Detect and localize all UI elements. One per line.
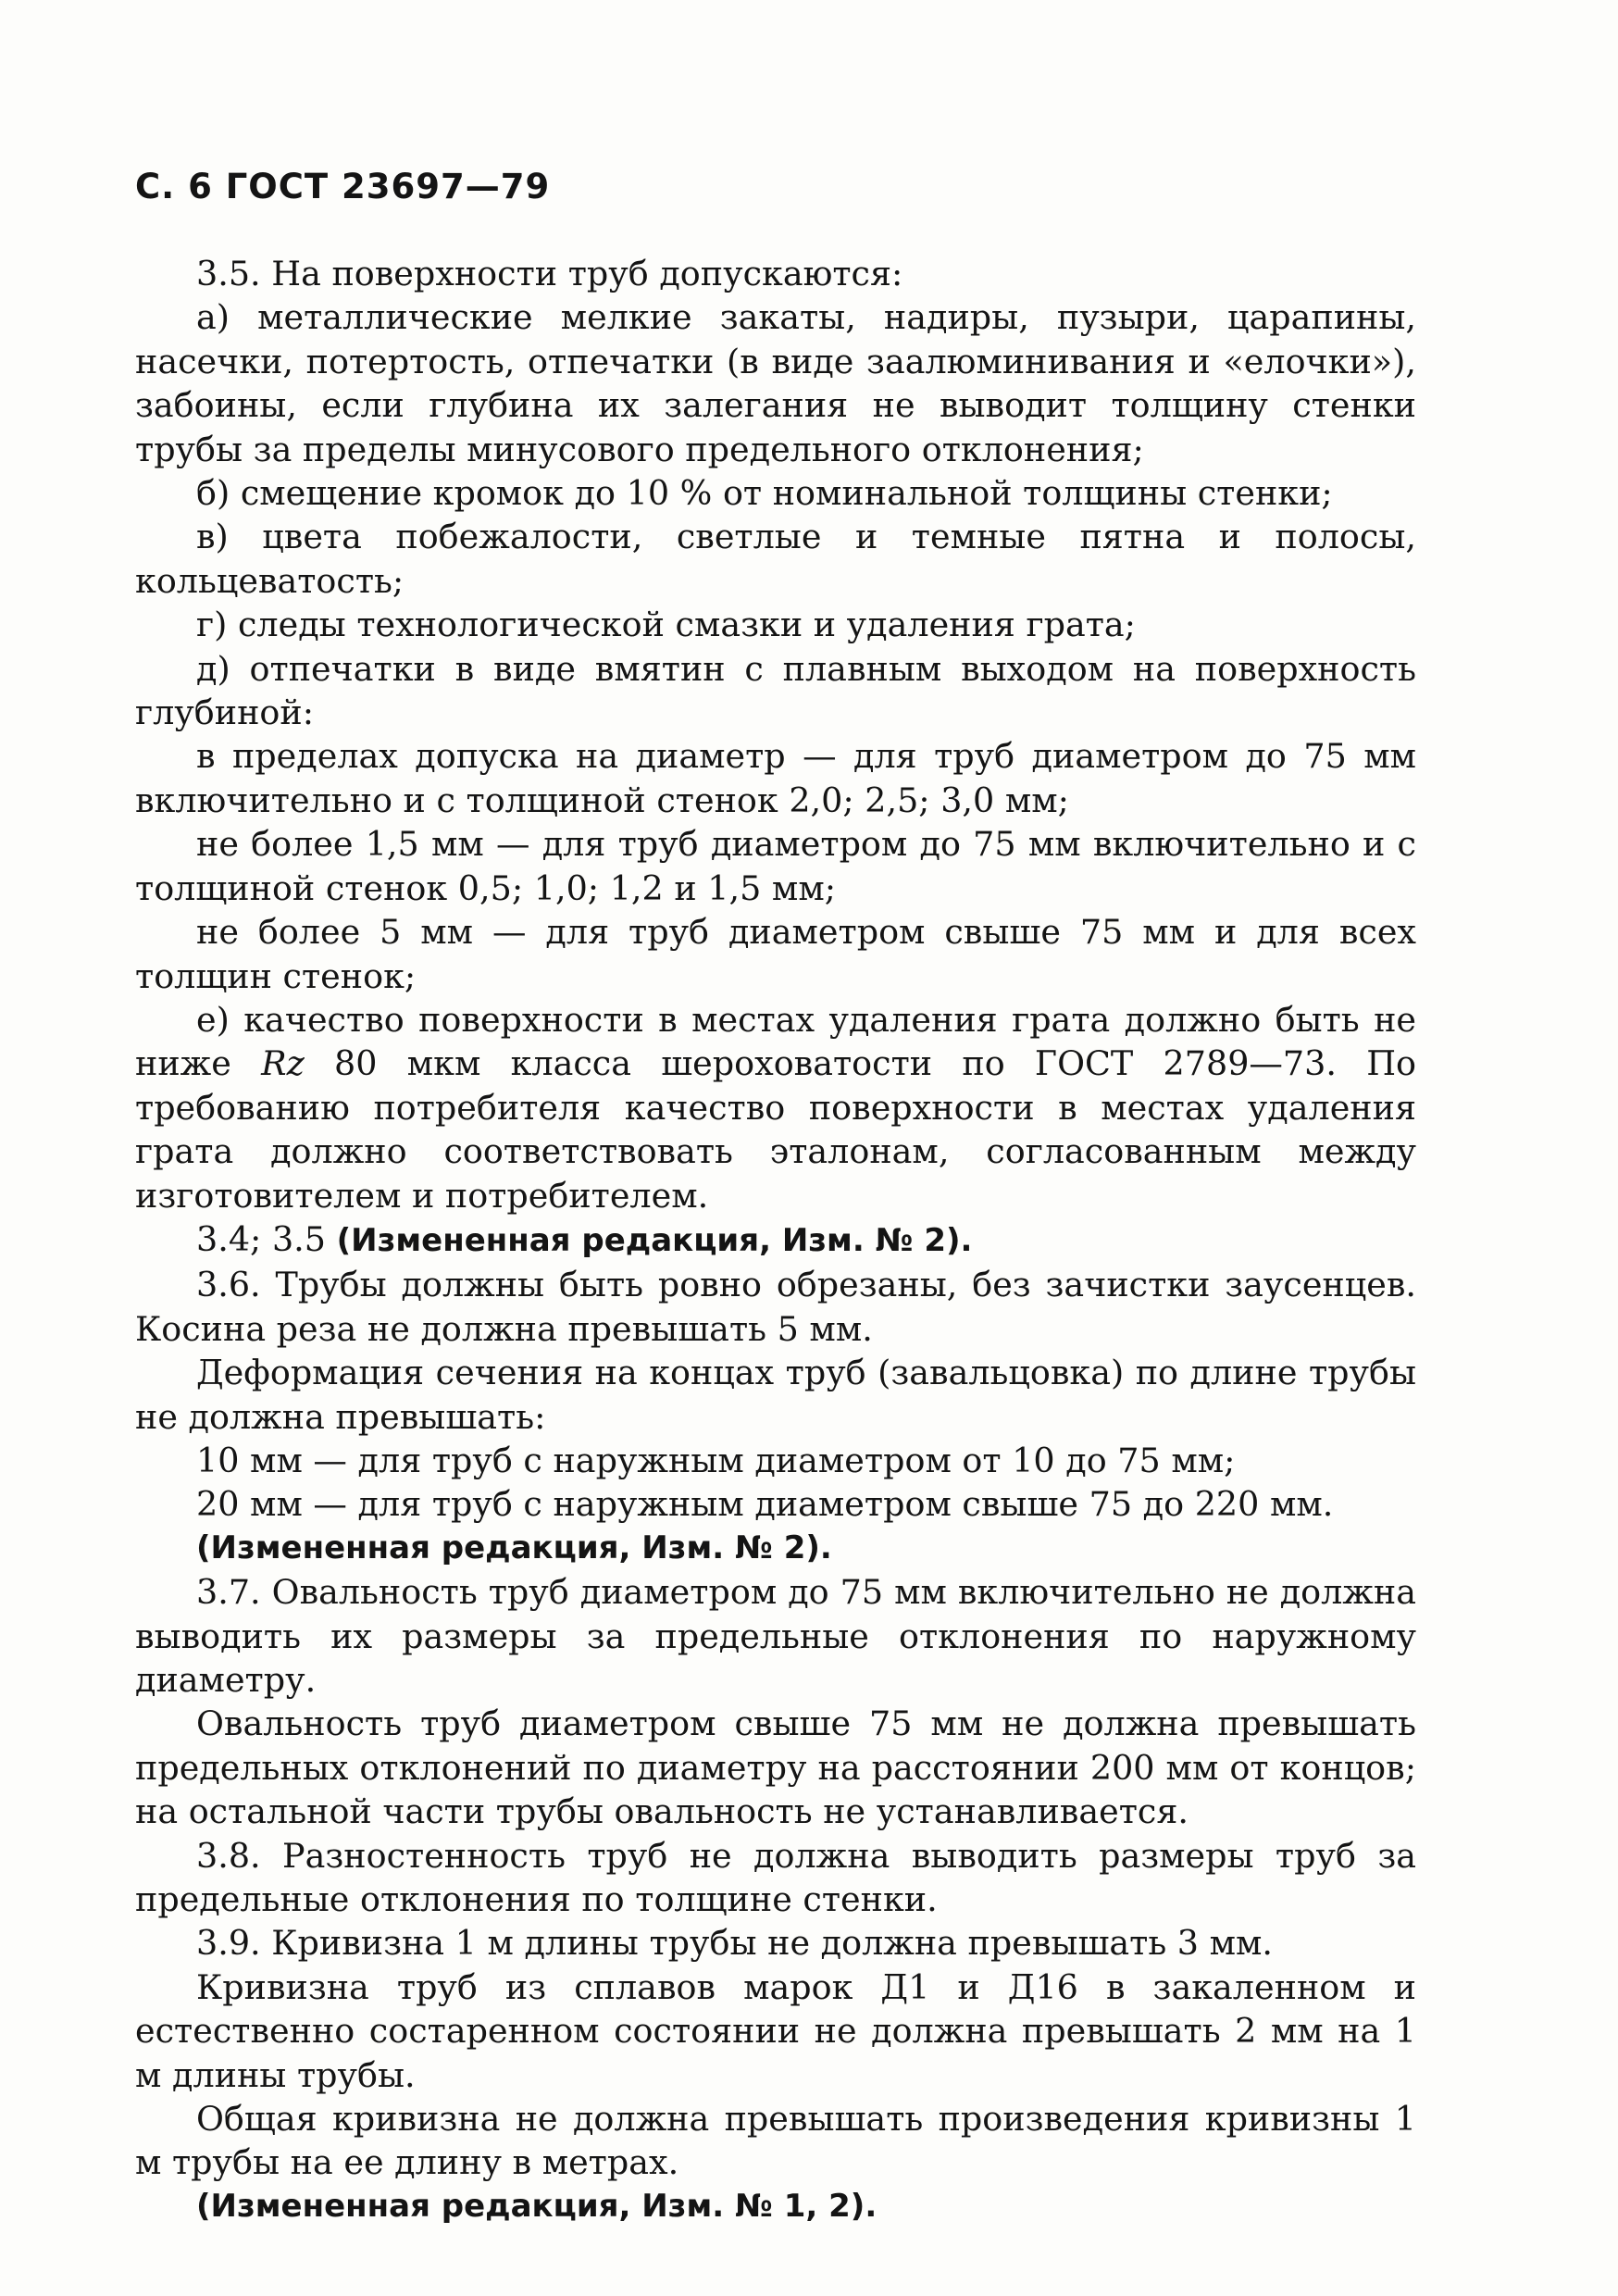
amendment-note-2: (Измененная редакция, Изм. № 2). — [196, 1529, 832, 1566]
deformation-item-1: 10 мм — для труб с наружным диаметром от 10 до 75 мм; — [196, 1440, 1236, 1480]
paragraph-3-8: 3.8. Разностенность труб не должна выводить размеры труб за предельные отклонения по толщине стенки. — [135, 1835, 1416, 1920]
running-header: С. 6 ГОСТ 23697—79 — [135, 167, 551, 206]
document-body — [135, 252, 1416, 2228]
paragraph-3-6: 3.6. Трубы должны быть ровно обрезаны, без зачистки заусенцев. Косина реза не должна превышать 5 мм. — [135, 1265, 1416, 1349]
paragraph-3-5-intro: 3.5. На поверхности труб допускаются: — [196, 254, 903, 293]
deformation-item-2: 20 мм — для труб с наружным диаметром свыше 75 до 220 мм. — [196, 1484, 1334, 1525]
amendment-note-1 — [135, 1217, 1416, 1263]
paragraph-deformation: Деформация сечения на концах труб (завальцовка) по длине трубы не должна превышать: — [135, 1353, 1416, 1437]
amendment-note-1-text: (Измененная редакция, Изм. № 2). — [336, 1221, 973, 1259]
list-item-v: в) цвета побежалости, светлые и темные пятна и полосы, кольцеватость; — [135, 517, 1416, 601]
list-item-a: а) металлические мелкие закаты, надиры, пузыри, царапины, насечки, потертость, отпечатки (в виде заалюминивания и «елочки»), забоины, если глубина их залегания не выводит толщину стенки трубы за пределы минусового предельного отклонения; — [135, 297, 1416, 469]
list-item-e-text-before: е) качество поверхности в местах удаления грата должно быть не ниже — [135, 999, 1416, 1084]
paragraph-total-curvature: Общая кривизна не должна превышать произведения кривизны 1 м трубы на ее длину в метрах. — [135, 2099, 1416, 2183]
list-item-b: б) смещение кромок до 10 % от номинальной толщины стенки; — [196, 473, 1333, 514]
list-item-e-text-after: 80 мкм класса шероховатости по ГОСТ 2789—73. По требованию потребителя качество поверхности в местах удаления грата должно соответствовать эталонам, согласованным между изготовителем и потребителем. — [135, 1043, 1417, 1216]
paragraph-3-7: 3.7. Овальность труб диаметром до 75 мм включительно не должна выводить их размеры за предельные отклонения по наружному диаметру. — [135, 1572, 1416, 1700]
roughness-symbol: Rz — [261, 1043, 305, 1084]
amendment-note-1-clauses: 3.4; 3.5 — [196, 1218, 337, 1259]
amendment-note-3: (Измененная редакция, Изм. № 1, 2). — [196, 2187, 877, 2225]
list-item-g: г) следы технологической смазки и удаления грата; — [196, 605, 1136, 645]
list-item-d: д) отпечатки в виде вмятин с плавным выходом на поверхность глубиной: — [135, 648, 1416, 733]
list-item-e — [135, 998, 1416, 1217]
dent-depth-item-3: не более 5 мм — для труб диаметром свыше 75 мм и для всех толщин стенок; — [135, 912, 1416, 996]
dent-depth-item-1: в пределах допуска на диаметр — для труб диаметром до 75 мм включительно и с толщиной стенок 2,0; 2,5; 3,0 мм; — [135, 736, 1416, 820]
dent-depth-item-2: не более 1,5 мм — для труб диаметром до 75 мм включительно и с толщиной стенок 0,5; 1,0; 1,2 и 1,5 мм; — [135, 824, 1416, 908]
paragraph-3-9: 3.9. Кривизна 1 м длины трубы не должна превышать 3 мм. — [196, 1923, 1274, 1964]
paragraph-ovality: Овальность труб диаметром свыше 75 мм не должна превышать предельных отклонений по диаметру на расстоянии 200 мм от концов; на остальной части трубы овальность не устанавливается. — [135, 1703, 1416, 1832]
paragraph-curvature-alloys: Кривизна труб из сплавов марок Д1 и Д16 в закаленном и естественно состаренном состоянии не должна превышать 2 мм на 1 м длины трубы. — [135, 1966, 1416, 2095]
